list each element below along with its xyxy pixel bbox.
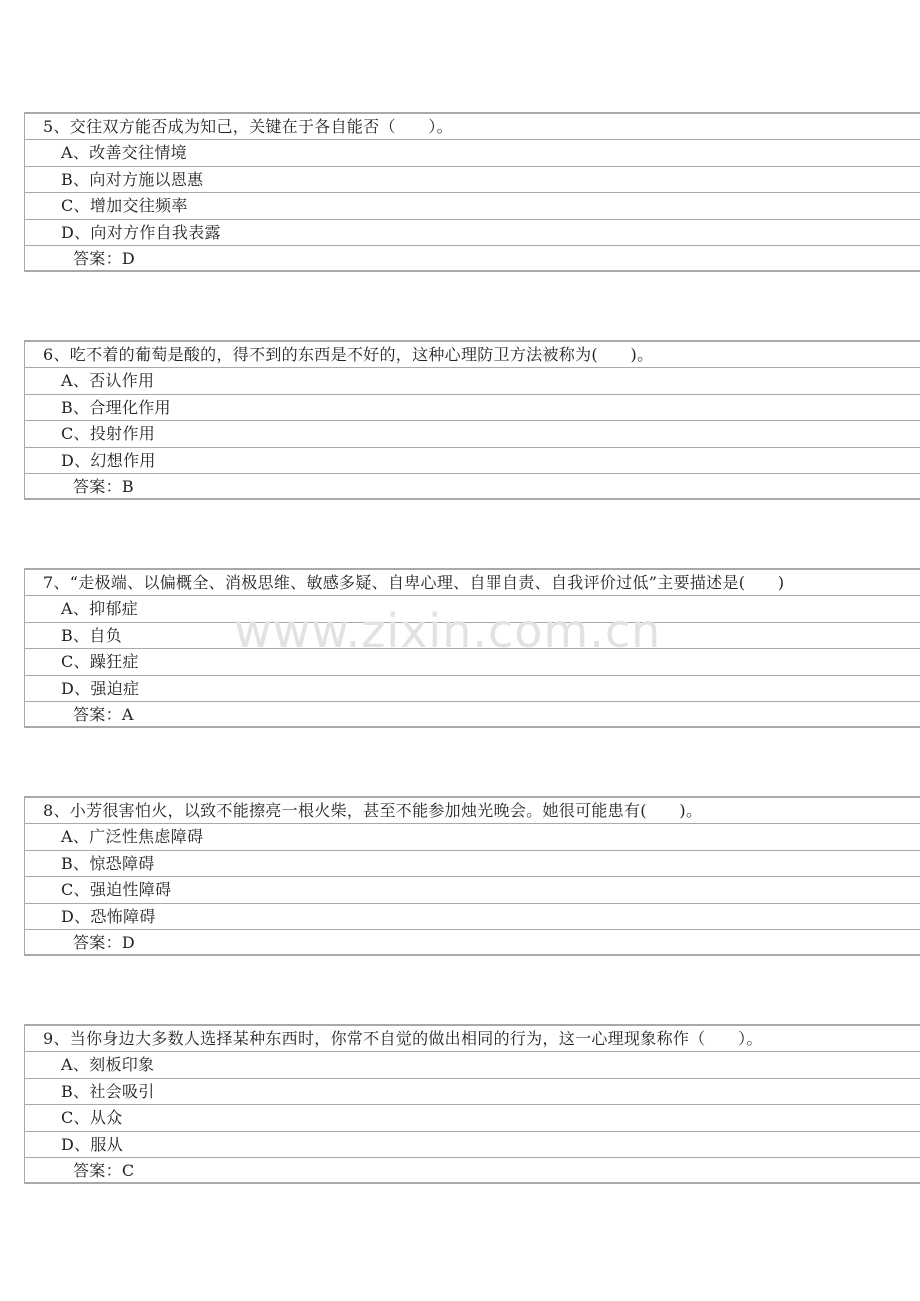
option-a: A、抑郁症 — [25, 596, 920, 622]
question-block-5 — [24, 112, 920, 272]
option-c: C、躁狂症 — [25, 649, 920, 675]
watermark-text: www.zixin.com.cn — [234, 604, 662, 658]
question-stem: 9、当你身边大多数人选择某种东西时，你常不自觉的做出相同的行为，这一心理现象称作（ ）。 — [25, 1026, 920, 1052]
answer-row: 答案：C — [25, 1158, 920, 1184]
question-block-8 — [24, 796, 920, 956]
option-a: A、改善交往情境 — [25, 140, 920, 166]
question-stem: 8、小芳很害怕火，以致不能擦亮一根火柴，甚至不能参加烛光晚会。她很可能患有( )。 — [25, 798, 920, 824]
option-d: D、幻想作用 — [25, 448, 920, 474]
question-block-6 — [24, 340, 920, 500]
option-c: C、强迫性障碍 — [25, 877, 920, 903]
option-c: C、投射作用 — [25, 421, 920, 447]
option-b: B、向对方施以恩惠 — [25, 167, 920, 193]
option-d: D、服从 — [25, 1132, 920, 1158]
option-c: C、增加交往频率 — [25, 193, 920, 219]
option-a: A、否认作用 — [25, 368, 920, 394]
question-stem: 7、“走极端、以偏概全、消极思维、敏感多疑、自卑心理、自罪自责、自我评价过低”主要描述是( ) — [25, 570, 920, 596]
question-block-7 — [24, 568, 920, 728]
answer-row: 答案：B — [25, 474, 920, 500]
answer-row: 答案：D — [25, 246, 920, 272]
option-a: A、广泛性焦虑障碍 — [25, 824, 920, 850]
option-d: D、向对方作自我表露 — [25, 220, 920, 246]
option-d: D、强迫症 — [25, 676, 920, 702]
option-c: C、从众 — [25, 1105, 920, 1131]
answer-row: 答案：A — [25, 702, 920, 728]
option-a: A、刻板印象 — [25, 1052, 920, 1078]
question-block-9 — [24, 1024, 920, 1184]
option-b: B、自负 — [25, 623, 920, 649]
answer-row: 答案：D — [25, 930, 920, 956]
question-stem: 5、交往双方能否成为知己，关键在于各自能否（ ）。 — [25, 114, 920, 140]
question-stem: 6、吃不着的葡萄是酸的，得不到的东西是不好的，这种心理防卫方法被称为( )。 — [25, 342, 920, 368]
option-b: B、合理化作用 — [25, 395, 920, 421]
option-d: D、恐怖障碍 — [25, 904, 920, 930]
option-b: B、社会吸引 — [25, 1079, 920, 1105]
option-b: B、惊恐障碍 — [25, 851, 920, 877]
